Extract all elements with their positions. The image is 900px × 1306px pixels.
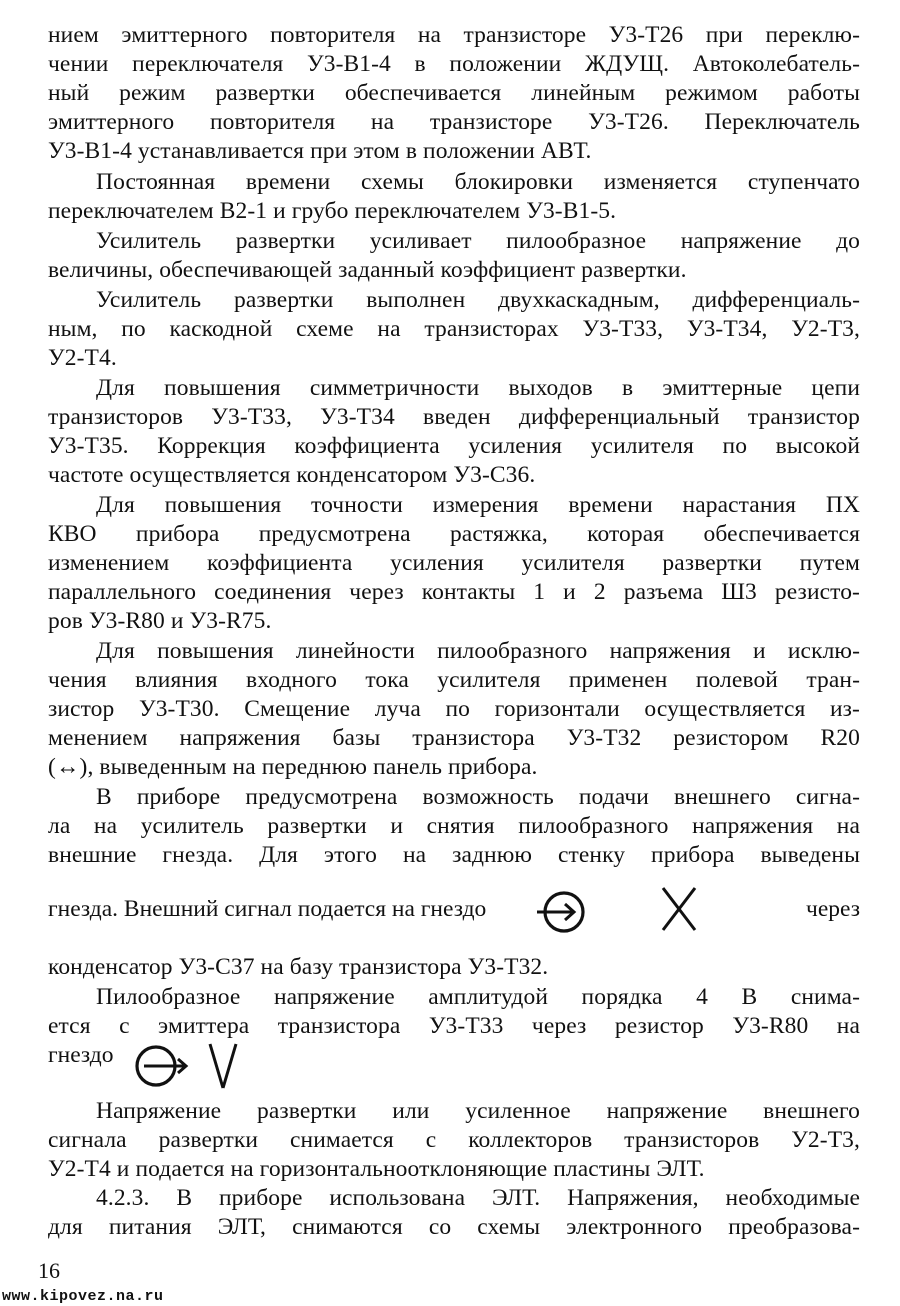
text-line: Напряжение развертки или усиленное напряжение внешнего bbox=[96, 1098, 860, 1124]
text-line: Для повышения точности измерения времени нарастания ПХ bbox=[96, 492, 860, 518]
text-line: менением напряжения базы транзистора У3-Т32 резистором R20 bbox=[48, 725, 860, 751]
text-line: эмиттерного повторителя на транзисторе У3-Т26. Переключатель bbox=[48, 109, 860, 135]
text-line: нием эмиттерного повторителя на транзисторе У3-Т26 при переклю- bbox=[48, 22, 860, 48]
text-line: У3-Т35. Коррекция коэффициента усиления усилителя по высокой bbox=[48, 433, 860, 459]
text-line: У3-В1-4 устанавливается при этом в положении АВТ. bbox=[48, 138, 592, 164]
text-line: (↔), выведенным на переднюю панель прибора. bbox=[48, 754, 538, 780]
text-line: сигнала развертки снимается с коллекторов транзисторов У2-Т3, bbox=[48, 1127, 860, 1153]
text-line: конденсатор У3-С37 на базу транзистора У3-Т32. bbox=[48, 954, 549, 980]
text-line: ров У3-R80 и У3-R75. bbox=[48, 608, 272, 634]
text-line: ется с эмиттера транзистора У3-Т33 через резистор У3-R80 на bbox=[48, 1013, 860, 1039]
text-line: параллельного соединения через контакты 1 и 2 разъема Ш3 резисто- bbox=[48, 579, 860, 605]
output-socket-icon bbox=[130, 1036, 192, 1096]
text-line: внешние гнезда. Для этого на заднюю стенку прибора выведены bbox=[48, 842, 860, 868]
text-line: чения влияния входного тока усилителя применен полевой тран- bbox=[48, 667, 860, 693]
text-line: ный режим развертки обеспечивается линейным режимом работы bbox=[48, 80, 860, 106]
text-line: частоте осуществляется конденсатором У3-С36. bbox=[48, 462, 536, 488]
text-line: гнезда. Внешний сигнал подается на гнездо bbox=[48, 896, 487, 922]
text-line: гнездо bbox=[48, 1042, 114, 1068]
text-line: Усилитель развертки усиливает пилообразное напряжение до bbox=[96, 228, 860, 254]
text-line: через bbox=[806, 896, 860, 922]
text-line: чении переключателя У3-В1-4 в положении ЖДУЩ. Автоколебатель- bbox=[48, 51, 860, 77]
input-socket-icon bbox=[534, 880, 594, 940]
text-line: переключателем В2-1 и грубо переключателем У3-В1-5. bbox=[48, 198, 617, 224]
text-line: Для повышения симметричности выходов в эмиттерные цепи bbox=[96, 375, 860, 401]
text-line: ла на усилитель развертки и снятия пилообразного напряжения на bbox=[48, 813, 860, 839]
footer-url: www.kipovez.na.ru bbox=[2, 1288, 164, 1305]
text-line: У2-Т4. bbox=[48, 345, 117, 371]
text-line: 4.2.3. В приборе использована ЭЛТ. Напряжения, необходимые bbox=[96, 1185, 860, 1211]
text-line: В приборе предусмотрена возможность подачи внешнего сигна- bbox=[96, 784, 860, 810]
socket-input-line bbox=[48, 880, 860, 940]
text-line: ным, по каскодной схеме на транзисторах У3-Т33, У3-Т34, У2-Т3, bbox=[48, 316, 860, 342]
text-line: Постоянная времени схемы блокировки изменяется ступенчато bbox=[96, 169, 860, 195]
text-line: изменением коэффициента усиления усилителя развертки путем bbox=[48, 550, 860, 576]
text-line: Усилитель развертки выполнен двухкаскадным, дифференциаль- bbox=[96, 287, 860, 313]
page-number: 16 bbox=[38, 1258, 60, 1283]
text-line: транзисторов У3-Т33, У3-Т34 введен дифференциальный транзистор bbox=[48, 404, 860, 430]
x-axis-symbol-icon bbox=[658, 884, 700, 934]
v-axis-symbol-icon bbox=[206, 1040, 240, 1092]
text-line: зистор У3-Т30. Смещение луча по горизонтали осуществляется из- bbox=[48, 696, 860, 722]
text-line: КВО прибора предусмотрена растяжка, которая обеспечивается bbox=[48, 521, 860, 547]
text-line: Для повышения линейности пилообразного напряжения и исклю- bbox=[96, 638, 860, 664]
text-line: величины, обеспечивающей заданный коэффициент развертки. bbox=[48, 257, 687, 283]
text-line: Пилообразное напряжение амплитудой порядка 4 В снима- bbox=[96, 984, 860, 1010]
text-line: У2-Т4 и подается на горизонтальноотклоняющие пластины ЭЛТ. bbox=[48, 1156, 705, 1182]
text-line: для питания ЭЛТ, снимаются со схемы электронного преобразова- bbox=[48, 1214, 860, 1240]
socket-output-line bbox=[48, 1030, 860, 1090]
